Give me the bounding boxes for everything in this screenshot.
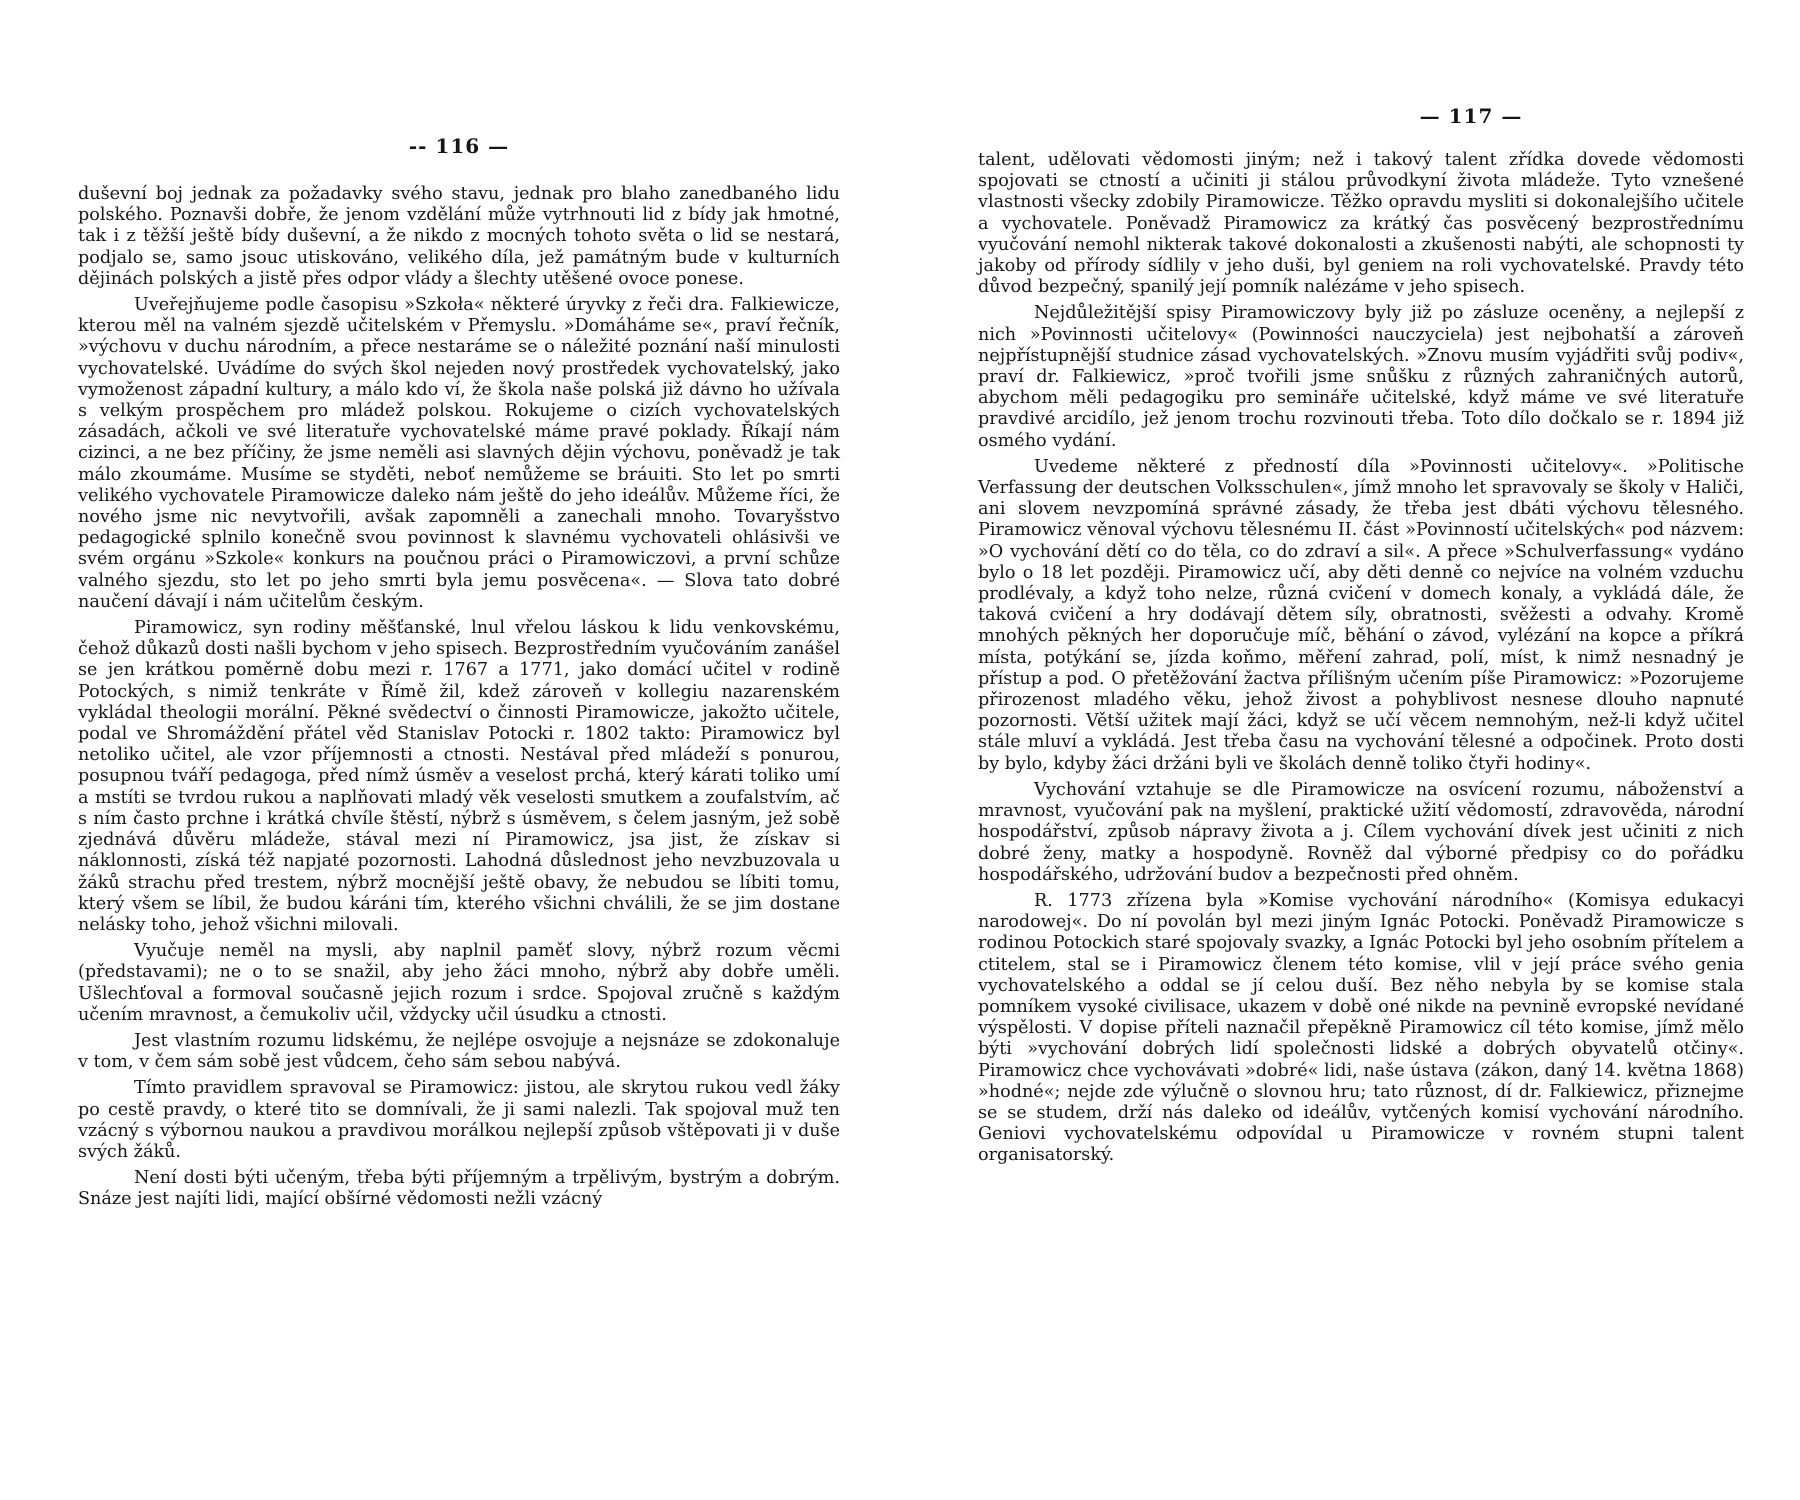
paragraph: Piramowicz, syn rodiny měšťanské, lnul vřelou láskou k lidu venkovskému, čehož důkazů dosti našli bychom v jeho spisech. Bezprostředním vyučováním zanášel se jen krátkou poměrně dobu mezi r. 1767 a 1771, jako domácí učitel v rodině Potockých, s nimiž tenkráte v Římě žil, kdež zároveň v kollegiu nazarenském vykládal theologii morální. Pěkné svědectví o činnosti Piramowicze, jakožto učitele, podal ve Shromáždění přátel věd Stanislav Potocki r. 1802 takto: Piramowicz byl netoliko učitel, ale vzor příjemnosti a ctnosti. Nestával před mládeží s ponurou, posupnou tváří pedagoga, před nímž úsměv a veselost prchá, který kárati toliko umí a mstíti se tvrdou rukou a naplňovati mladý věk veselosti smutkem a zoufalstvím, ač s ním často prchne i krátká chvíle štěstí, nýbrž s úsměvem, s čelem jasným, jež sobě zjednává důvěru mládeže, stával mezi ní Piramowicz, jsa jist, že získav si náklonnosti, získá též napjaté pozornosti. Lahodná důslednost jeho nevzbuzovala u žáků strachu před trestem, nýbrž mocnější ještě obavy, že nebudou se líbiti tomu, který všem se líbil, že budou káráni tím, kterého všichni chválili, že se jim dostane nelásky toho, jehož všichni milovali. [78,618,841,935]
paragraph: Uvedeme některé z předností díla »Povinnosti učitelovy«. »Politische Verfassung der deutschen Volksschulen«, jímž mnoho let spravovaly se školy v Haliči, ani slovem nevzpomíná správné zásady, že třeba jest dbáti výchovu tělesného. Piramowicz věnoval výchovu tělesnému II. část »Povinností učitelských« pod názvem: »O vychování dětí co do těla, co do zdraví a sil«. A přece »Schulverfassung« vydáno bylo o 18 let později. Piramowicz učí, aby děti denně co nejvíce na volném vzduchu prodlévaly, a když toho nelze, různá cvičení v domech konaly, a vykládá dále, že taková cvičení a hry dodávají dětem síly, obratnosti, svěžesti a odvahy. Kromě mnohých pěkných her doporučuje míč, běhání o závod, vylézání na kopce a příkrá místa, potýkání se, jízda koňmo, měření zahrad, polí, míst, k nimž nesnadný je přístup a pod. O přetěžování žactva přílišným učením píše Piramowicz: »Pozorujeme přirozenost mladého věku, jehož živost a pohyblivost nesnese dlouho napnuté pozornosti. Větší užitek mají žáci, když se učí věcem nemnohým, než-li když učitel stále mluví a vykládá. Jest třeba času na vychování tělesné a odpočinek. Proto dosti by bylo, kdyby žáci držáni byli ve školách denně toliko čtyři hodiny«. [978,456,1744,774]
paragraph: Vyučuje neměl na mysli, aby naplnil paměť slovy, nýbrž rozum věcmi (představami); ne o to se snažil, aby jeho žáci mnoho, nýbrž aby dobře uměli. Ušlechťoval a formoval současně jejich rozum i srdce. Spojoval zručně s každým učením mravnost, a čemukoliv učil, vždycky učil úsudku a ctnosti. [78,941,840,1025]
left-page-number: -- 116 — [408,134,510,158]
paragraph: R. 1773 zřízena byla »Komise vychování národního« (Komisya edukacyi narodowej«. Do ní povolán byl mezi jiným Ignác Potocki. Poněvadž Piramowicze s rodinou Potockich staré spojovaly svazky, a Ignác Potocki byl jeho osobním přítelem a ctitelem, stal se i Piramowicz členem této komise, vlil v její práce svého genia vychovatelského a oddal se jí celou duší. Bez něho nebyla by se komise stala pomníkem vysoké civilisace, ukazem v době oné nikde na pevnině evropské nevídané výspělosti. V dopise příteli naznačil přepěkně Piramowicz cíl této komise, jímž mělo býti »vychování dobrých lidí společnosti lidské a dobrých obyvatelů otčiny«. Piramowicz chce vychovávati »dobré« lidi, naše ústava (zákon, daný 14. května 1868) »hodné«; nejde zde výlučně o slovnou hru; tato různost, dí dr. Falkiewicz, přiznejme se se studem, drží nás daleko od ideálův, vytčených komisí vychování národního. Geniovi vychovatelskému odpovídal u Piramowicze v rovném stupni talent organisatorský. [978,890,1744,1166]
paragraph: Jest vlastním rozumu lidskému, že nejlépe osvojuje a nejsnáze se zdokonaluje v tom, v čem sám sobě jest vůdcem, čeho sám sebou nabývá. [78,1030,840,1073]
paragraph: Tímto pravidlem spravoval se Piramowicz: jistou, ale skrytou rukou vedl žáky po cestě pravdy, o které tito se domnívali, že ji sami nalezli. Tak spojoval muž ten vzácný s výbornou naukou a pravdivou morálkou nejlepší způsob vštěpovati ji v duše svých žáků. [78,1078,840,1162]
paragraph: Není dosti býti učeným, třeba býti příjemným a trpělivým, bystrým a dobrým. Snáze jest najíti lidi, mající obšírné vědomosti nežli vzácný [78,1168,840,1210]
paragraph: Nejdůležitější spisy Piramowiczovy byly již po zásluze oceněny, a nejlepší z nich »Povinnosti učitelovy« (Powinności nauczyciela) jest nejbohatší a zároveň nejpřístupnější studnice zásad vychovatelských. »Znovu musím vyjádřiti svůj podiv«, praví dr. Falkiewicz, »proč tvořili jsme snůšku z různých zahraničných autorů, abychom měli pedagogiku pro semináře učitelské, když máme ve své literatuře pravdivé arcidílo, jež jenom trochu rozvinouti třeba. Toto dílo dočkalo se r. 1894 již osmého vydání. [978,303,1744,451]
right-page-number: — 117 — [1419,104,1523,128]
right-page [978,0,1744,1500]
right-page-body [978,150,1744,1167]
paragraph: Uveřejňujeme podle časopisu »Szkoła« některé úryvky z řeči dra. Falkiewicze, kterou měl na valném sjezdě učitelském v Přemyslu. »Domáháme se«, praví řečník, »výchovu v duchu národním, a přece nestaráme se o náležité poznání naší minulosti vychovatelské. Uvádíme do svých škol nejeden nový prostředek vychovatelský, jako vymoženost západní kultury, a málo kdo ví, že škola naše polská již dávno ho užívala s velkým prospěchem pro mládež polskou. Rokujeme o cizích vychovatelských zásadách, ačkoli ve své literatuře vychovatelské máme pravé poklady. Říkají nám cizinci, a ne bez příčiny, že jsme neměli asi slavných dějin výchovu, poněvadž je tak málo zkoumáme. Musíme se styděti, neboť nemůžeme se bráuiti. Sto let po smrti velikého vychovatele Piramowicze daleko nám ještě do jeho ideálův. Můžeme říci, že nového jsme nic nevytvořili, avšak zapomněli a zanechali mnoho. Tovaryšstvo pedagogické splnilo konečně svou povinnost k slavnému vychovateli ohlásivši ve svém orgánu »Szkole« konkurs na poučnou práci o Piramowiczovi, a první schůze valného sjezdu, sto let po jeho smrti byla jemu posvěcena«. — Slova tato dobré naučení dávají i nám učitelům českým. [78,295,840,612]
left-page [78,0,840,1500]
paragraph: duševní boj jednak za požadavky svého stavu, jednak pro blaho zanedbaného lidu polského. Poznavši dobře, že jenom vzdělání může vytrhnouti lid z bídy jak hmotné, tak i z těžší ještě bídy duševní, a že nikdo z mocných tohoto světa o lid se nestará, podjalo se, samo jsouc utiskováno, velikého díla, jež památným bude v kulturních dějinách polských a jistě přes odpor vlády a šlechty utěšené ovoce ponese. [78,184,840,289]
paragraph: Vychování vztahuje se dle Piramowicze na osvícení rozumu, náboženství a mravnost, vyučování pak na myšlení, praktické užití vědomostí, zdravověda, národní hospodářství, způsob nápravy života a j. Cílem vychování dívek jest učiniti z nich dobré ženy, matky a hospodyně. Rovněž dal výborné předpisy co do pořádku hospodářského, udržování budov a bezpečnosti před ohněm. [978,779,1744,885]
left-page-body [78,184,840,1211]
paragraph: talent, udělovati vědomosti jiným; než i takový talent zřídka dovede vědomosti spojovati se ctností a učiniti ji stálou průvodkyní života mládeže. Tyto vznešené vlastnosti všecky zdobily Piramowicze. Těžko opravdu mysliti si dokonalejšího učitele a vychovatele. Poněvadž Piramowicz za krátký čas posvěcený bezprostřednímu vyučování nemohl nikterak takové dokonalosti a zkušenosti nabýti, ale schopnosti ty jakoby od přírody sídlily v jeho duši, byl geniem na roli vychovatelské. Pravdy této důvod bezpečný, spanilý její pomník nalézáme v jeho spisech. [978,150,1744,298]
